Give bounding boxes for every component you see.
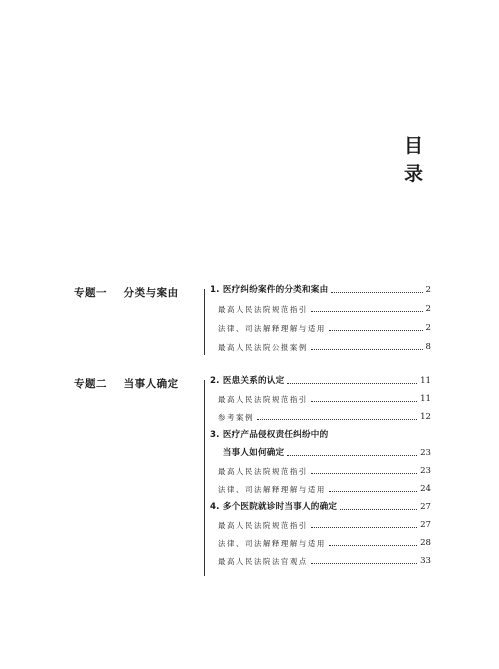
dot-leader xyxy=(311,563,417,564)
toc-entry-text: 最高人民法院规范指引 xyxy=(218,395,308,404)
toc-entry[interactable] xyxy=(218,323,431,334)
toc-entry-text: 最高人民法院法官观点 xyxy=(218,557,308,566)
toc-entry-text: 2. 医患关系的认定 xyxy=(210,376,285,386)
page-number: 11 xyxy=(420,394,431,404)
toc-entry-text: 3. 医疗产品侵权责任纠纷中的 xyxy=(210,430,329,440)
toc-entry[interactable] xyxy=(218,538,431,549)
dot-leader xyxy=(311,473,417,474)
toc-entry[interactable] xyxy=(210,285,431,296)
page-number: 27 xyxy=(420,502,431,512)
page-number: 27 xyxy=(420,520,431,530)
toc-entry-text: 法律、司法解释理解与适用 xyxy=(218,539,326,548)
page-number: 12 xyxy=(420,412,431,422)
toc-entry-text: 法律、司法解释理解与适用 xyxy=(218,324,326,333)
toc-entry[interactable] xyxy=(218,466,431,477)
dot-leader xyxy=(287,383,417,384)
toc-entry[interactable] xyxy=(218,484,431,495)
section-divider xyxy=(204,380,205,576)
toc-entry-text: 4. 多个医院就诊时当事人的确定 xyxy=(210,502,338,512)
toc-title-char-2: 录 xyxy=(404,163,424,185)
toc-entry-text: 最高人民法院规范指引 xyxy=(218,467,308,476)
topic-label: 专题二 当事人确定 xyxy=(74,378,179,390)
toc-entry[interactable] xyxy=(218,412,431,423)
dot-leader xyxy=(287,455,417,456)
topic-label: 专题一 分类与案由 xyxy=(74,287,179,299)
toc-entry[interactable] xyxy=(210,502,431,513)
dot-leader xyxy=(329,330,423,331)
toc-entry[interactable] xyxy=(218,342,431,353)
dot-leader xyxy=(311,527,417,528)
page-number: 28 xyxy=(420,538,431,548)
page-number: 23 xyxy=(420,466,431,476)
page-number: 33 xyxy=(420,556,431,566)
section-divider xyxy=(204,289,205,355)
toc-entry[interactable] xyxy=(210,376,431,387)
page-number: 2 xyxy=(425,323,431,333)
toc-entry-text: 最高人民法院公报案例 xyxy=(218,343,308,352)
dot-leader xyxy=(311,311,423,312)
dot-leader xyxy=(311,349,423,350)
toc-entry-text: 当事人如何确定 xyxy=(210,448,285,458)
page-number: 8 xyxy=(425,342,431,352)
toc-entry-text: 最高人民法院规范指引 xyxy=(218,521,308,530)
toc-entry[interactable] xyxy=(210,430,431,441)
page-number: 2 xyxy=(425,285,431,295)
toc-entry[interactable] xyxy=(218,520,431,531)
toc-entry-text: 最高人民法院规范指引 xyxy=(218,305,308,314)
page-number: 24 xyxy=(420,484,431,494)
toc-entry[interactable] xyxy=(218,304,431,315)
toc-title-char-1: 目 xyxy=(404,135,424,157)
page-number: 23 xyxy=(420,448,431,458)
toc-entry-text: 法律、司法解释理解与适用 xyxy=(218,485,326,494)
toc-entry-text: 1. 医疗纠纷案件的分类和案由 xyxy=(210,285,329,295)
dot-leader xyxy=(340,509,417,510)
page-number: 11 xyxy=(420,376,431,386)
topic-section-2 xyxy=(0,376,499,576)
dot-leader xyxy=(311,401,417,402)
dot-leader xyxy=(329,491,417,492)
dot-leader xyxy=(329,545,417,546)
topic-section-1 xyxy=(0,285,499,355)
dot-leader xyxy=(331,292,422,293)
dot-leader xyxy=(257,419,417,420)
toc-entry[interactable] xyxy=(210,448,431,459)
page-number: 2 xyxy=(425,304,431,314)
toc-entry[interactable] xyxy=(218,556,431,567)
toc-entry-text: 参考案例 xyxy=(218,413,254,422)
toc-entry[interactable] xyxy=(218,394,431,405)
